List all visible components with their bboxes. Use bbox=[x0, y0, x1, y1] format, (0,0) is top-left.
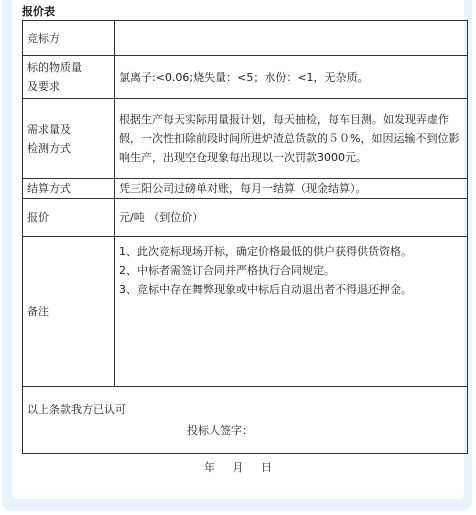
price-label: 报价 bbox=[23, 199, 115, 237]
table-row bbox=[23, 21, 468, 56]
table-row bbox=[23, 199, 468, 237]
quality-value: 氯离子:<0.06;烧失量：<5；水份：<1，无杂质。 bbox=[115, 56, 468, 99]
table-row bbox=[23, 179, 468, 199]
demand-value: 根据生产每天实际用量报计划，每天抽检，每车目测。如发现弄虚作假，一次性扣除前段时间所进炉渣总货款的５０%，如因运输不到位影响生产，出现空仓现象每出现以一次罚款3000元。 bbox=[115, 99, 468, 179]
price-value: 元/吨 （到位价） bbox=[115, 199, 468, 237]
remark-item: 1、此次竞标现场开标，确定价格最低的供户获得供货资格。 bbox=[119, 245, 412, 258]
acceptance-text: 以上条款我方已认可 bbox=[27, 403, 126, 416]
remarks-label: 备注 bbox=[23, 237, 115, 387]
signature-label: 投标人签字： bbox=[187, 424, 253, 437]
bidder-label: 竞标方 bbox=[23, 21, 115, 56]
settlement-value: 凭三阳公司过磅单对账，每月一结算（现金结算）。 bbox=[115, 179, 468, 199]
quotation-table bbox=[22, 20, 468, 454]
remark-item: 2、中标者需签订合同并严格执行合同规定。 bbox=[119, 264, 335, 277]
settlement-label: 结算方式 bbox=[23, 179, 115, 199]
document-title: 报价表 bbox=[22, 5, 55, 18]
bidder-value bbox=[115, 21, 468, 56]
remark-item: 3、竞标中存在舞弊现象或中标后自动退出者不得退还押金。 bbox=[119, 283, 412, 296]
table-row bbox=[23, 99, 468, 179]
remarks-content bbox=[115, 237, 468, 387]
table-row bbox=[23, 237, 468, 387]
quality-label: 标的物质量 及要求 bbox=[23, 56, 115, 99]
date-line: 年 月 日 bbox=[204, 461, 272, 474]
table-row bbox=[23, 56, 468, 99]
demand-label: 需求量及 检测方式 bbox=[23, 99, 115, 179]
table-row bbox=[23, 387, 468, 454]
acceptance-cell bbox=[23, 387, 468, 454]
